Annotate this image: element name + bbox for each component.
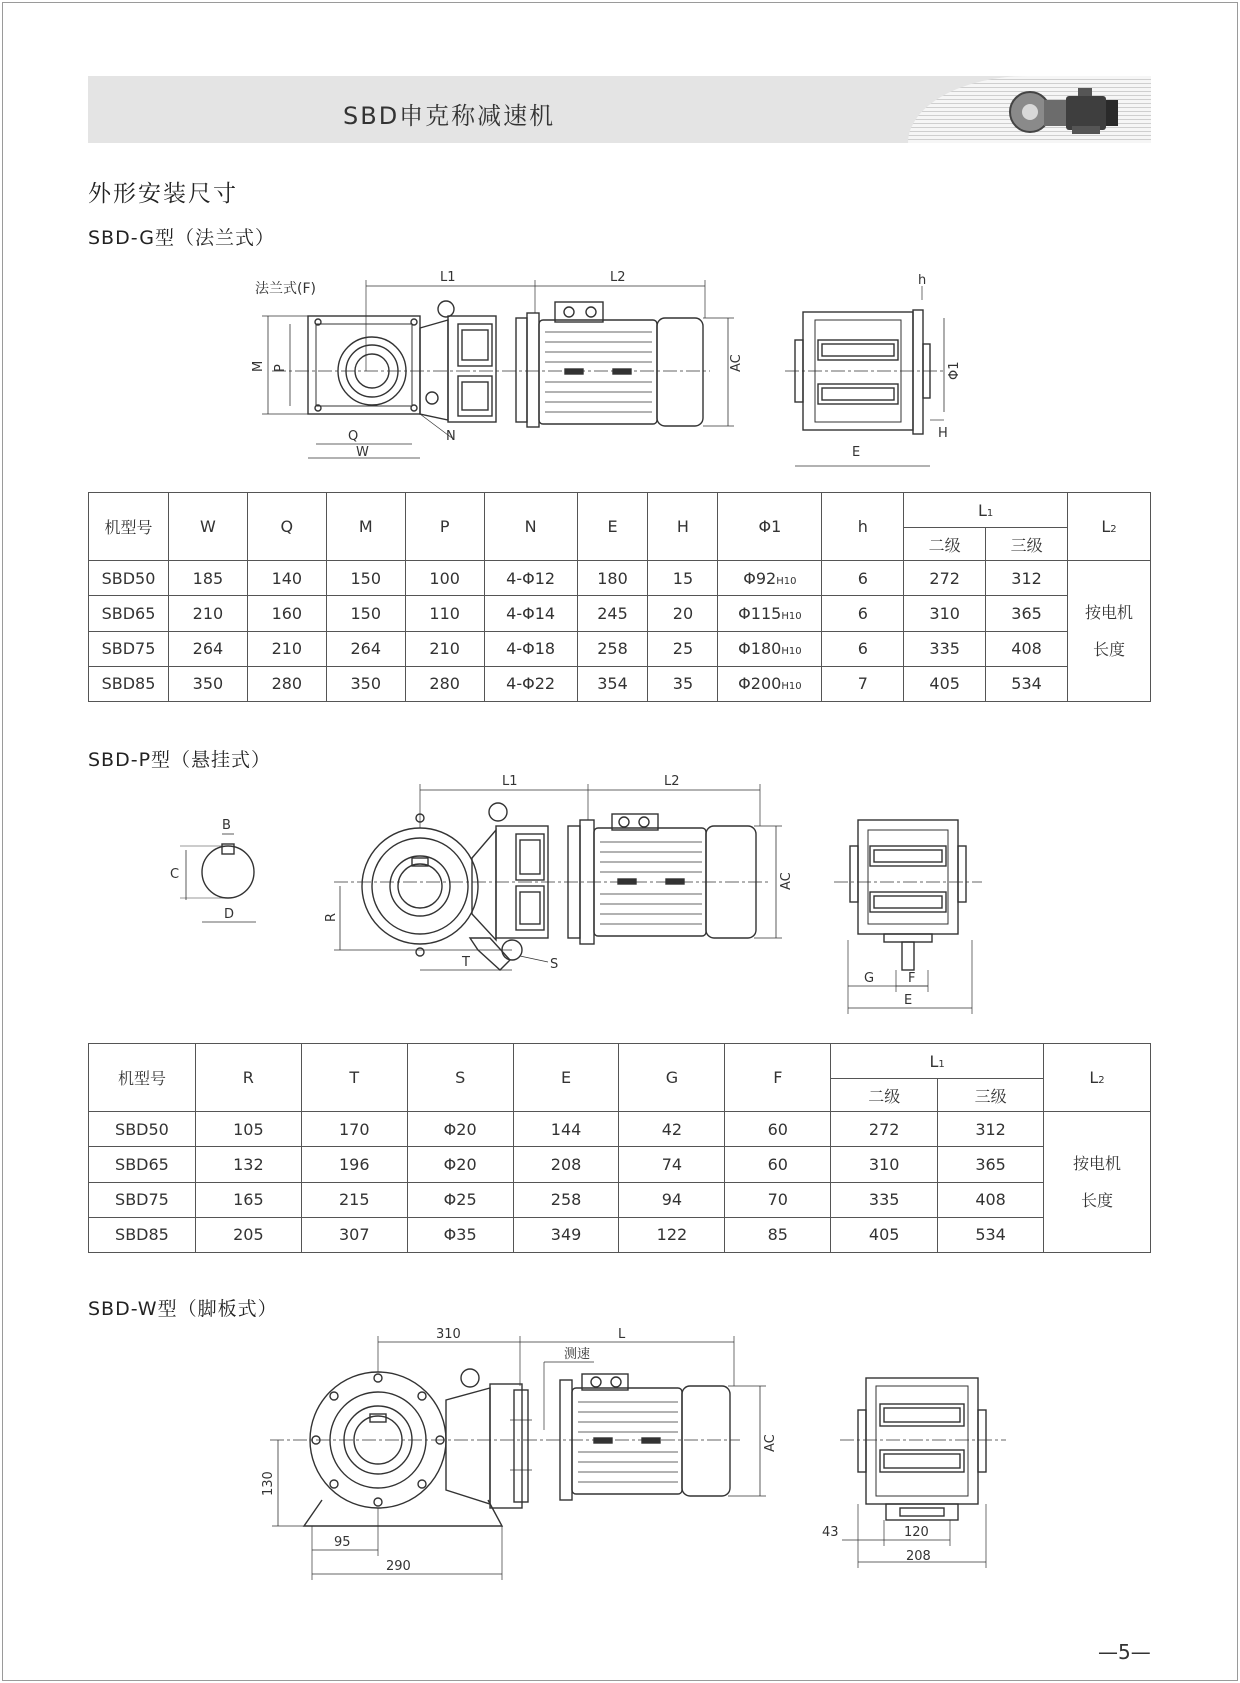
dim-p-c: C	[170, 867, 180, 882]
table-cell: 4-Φ22	[484, 666, 577, 701]
table-g-head-stage2: 二级	[904, 528, 986, 561]
table-g-head: H	[648, 493, 718, 561]
table-cell: 215	[301, 1182, 407, 1217]
section-w-title: SBD-W型（脚板式）	[88, 1298, 278, 1320]
dim-g-n: N	[446, 429, 456, 444]
dim-p-d: D	[224, 907, 235, 922]
table-cell: 70	[725, 1182, 831, 1217]
table-cell: 208	[513, 1147, 619, 1182]
table-cell: Φ180H10	[718, 631, 822, 666]
table-cell: 272	[831, 1112, 938, 1147]
table-cell: 180	[577, 561, 648, 596]
dim-flange-label: 法兰式(F)	[255, 281, 316, 297]
dim-w-speed: 测速	[564, 1347, 591, 1362]
table-cell: 6	[822, 596, 904, 631]
table-cell: 105	[195, 1112, 301, 1147]
table-cell: SBD50	[89, 561, 169, 596]
dim-w-130: 130	[261, 1471, 276, 1496]
table-cell: 210	[168, 596, 247, 631]
table-cell: 365	[986, 596, 1068, 631]
table-cell: SBD75	[89, 631, 169, 666]
dim-w-120: 120	[904, 1525, 929, 1540]
table-cell: 60	[725, 1112, 831, 1147]
dim-p-l1: L1	[502, 774, 518, 789]
table-g-head: N	[484, 493, 577, 561]
table-cell: 264	[326, 631, 405, 666]
table-cell: 245	[577, 596, 648, 631]
dim-g-l1: L1	[440, 270, 456, 285]
table-cell: Φ115H10	[718, 596, 822, 631]
table-cell: SBD65	[89, 596, 169, 631]
table-cell: 210	[405, 631, 484, 666]
table-g-head: Φ1	[718, 493, 822, 561]
table-g-head-model: 机型号	[89, 493, 169, 561]
table-g-head: W	[168, 493, 247, 561]
table-cell: 408	[986, 631, 1068, 666]
dim-w-290: 290	[386, 1559, 411, 1574]
table-cell: 74	[619, 1147, 725, 1182]
table-cell: 132	[195, 1147, 301, 1182]
dim-p-g: G	[864, 971, 875, 986]
table-cell: 312	[986, 561, 1068, 596]
header-title: SBD申克称减速机	[343, 102, 556, 130]
table-cell: Φ200H10	[718, 666, 822, 701]
table-cell: 408	[938, 1182, 1044, 1217]
table-cell: 170	[301, 1112, 407, 1147]
dim-p-s: S	[550, 957, 559, 972]
table-cell: 258	[513, 1182, 619, 1217]
dim-p-e: E	[904, 993, 913, 1008]
table-cell: 350	[326, 666, 405, 701]
table-cell: 196	[301, 1147, 407, 1182]
table-cell: SBD75	[89, 1182, 196, 1217]
table-cell: 335	[904, 631, 986, 666]
table-cell: Φ25	[407, 1182, 513, 1217]
table-p-head-stage3: 三级	[938, 1079, 1044, 1112]
dim-w-ac: AC	[763, 1434, 778, 1452]
dim-p-ac: AC	[779, 872, 794, 890]
dim-w-310: 310	[436, 1327, 461, 1342]
dim-g-q: Q	[348, 429, 359, 444]
dim-p-t: T	[462, 955, 470, 970]
table-p-head: R	[195, 1044, 301, 1112]
table-cell: 350	[168, 666, 247, 701]
table-cell: 25	[648, 631, 718, 666]
table-cell: Φ20	[407, 1147, 513, 1182]
table-cell: 365	[938, 1147, 1044, 1182]
dim-p-r: R	[324, 912, 339, 922]
dim-w-43: 43	[822, 1525, 839, 1540]
table-p-head: F	[725, 1044, 831, 1112]
table-p-head: S	[407, 1044, 513, 1112]
page-number: —5—	[1098, 1640, 1151, 1664]
dim-g-ac: AC	[729, 354, 744, 372]
table-cell: 354	[577, 666, 648, 701]
table-cell: 534	[938, 1217, 1044, 1252]
dim-p-f: F	[908, 971, 916, 986]
table-cell: 122	[619, 1217, 725, 1252]
table-cell: 335	[831, 1182, 938, 1217]
table-p-head-model: 机型号	[89, 1044, 196, 1112]
table-p-head-stage2: 二级	[831, 1079, 938, 1112]
table-cell: 94	[619, 1182, 725, 1217]
table-cell: 185	[168, 561, 247, 596]
table-cell: 165	[195, 1182, 301, 1217]
table-g-head: Q	[247, 493, 326, 561]
table-cell: 85	[725, 1217, 831, 1252]
dim-w-l: L	[618, 1327, 626, 1342]
table-cell: 7	[822, 666, 904, 701]
table-p-head: T	[301, 1044, 407, 1112]
table-cell: SBD85	[89, 666, 169, 701]
table-cell: 349	[513, 1217, 619, 1252]
table-cell: 100	[405, 561, 484, 596]
dim-g-h-small: h	[918, 273, 927, 288]
table-cell: 310	[904, 596, 986, 631]
dim-p-b: B	[222, 818, 231, 833]
table-cell: 60	[725, 1147, 831, 1182]
table-cell: 42	[619, 1112, 725, 1147]
table-cell: 6	[822, 561, 904, 596]
dim-g-phi1: Φ1	[947, 361, 962, 380]
table-cell: 160	[247, 596, 326, 631]
table-cell: 150	[326, 596, 405, 631]
table-cell: 15	[648, 561, 718, 596]
table-cell: Φ35	[407, 1217, 513, 1252]
table-cell: 272	[904, 561, 986, 596]
table-cell: 20	[648, 596, 718, 631]
table-cell: 280	[405, 666, 484, 701]
table-cell: 4-Φ14	[484, 596, 577, 631]
dim-g-h-big: H	[938, 426, 948, 441]
table-p-l2-note: 按电机 长度	[1044, 1112, 1151, 1253]
dim-g-w: W	[356, 445, 369, 460]
table-cell: 144	[513, 1112, 619, 1147]
table-cell: 110	[405, 596, 484, 631]
table-cell: 35	[648, 666, 718, 701]
table-cell: SBD85	[89, 1217, 196, 1252]
table-cell: Φ92H10	[718, 561, 822, 596]
dim-g-p: P	[273, 364, 288, 372]
table-g-head: E	[577, 493, 648, 561]
dim-p-l2: L2	[664, 774, 680, 789]
main-heading: 外形安装尺寸	[88, 181, 238, 207]
table-cell: 534	[986, 666, 1068, 701]
dim-w-95: 95	[334, 1535, 351, 1550]
table-cell: SBD65	[89, 1147, 196, 1182]
table-p-head: G	[619, 1044, 725, 1112]
table-cell: 205	[195, 1217, 301, 1252]
table-cell: 307	[301, 1217, 407, 1252]
table-cell: 405	[831, 1217, 938, 1252]
table-p-head-l2: L2	[1044, 1044, 1151, 1112]
table-p-head-l1: L1	[831, 1044, 1044, 1079]
dim-g-e: E	[852, 445, 861, 460]
table-cell: 4-Φ18	[484, 631, 577, 666]
table-cell: 210	[247, 631, 326, 666]
table-g-head: M	[326, 493, 405, 561]
table-cell: 150	[326, 561, 405, 596]
table-g-l2-note: 按电机 长度	[1068, 561, 1151, 702]
table-cell: 258	[577, 631, 648, 666]
table-cell: 280	[247, 666, 326, 701]
dim-g-m: M	[251, 360, 266, 372]
section-g-title: SBD-G型（法兰式）	[88, 227, 276, 249]
table-cell: 310	[831, 1147, 938, 1182]
table-cell: 4-Φ12	[484, 561, 577, 596]
table-cell: 6	[822, 631, 904, 666]
section-p-title: SBD-P型（悬挂式）	[88, 749, 272, 771]
table-cell: SBD50	[89, 1112, 196, 1147]
table-g-head: h	[822, 493, 904, 561]
table-cell: 264	[168, 631, 247, 666]
table-cell: 140	[247, 561, 326, 596]
table-cell: 312	[938, 1112, 1044, 1147]
table-g-head-l2: L2	[1068, 493, 1151, 561]
table-g-head-stage3: 三级	[986, 528, 1068, 561]
table-p-head: E	[513, 1044, 619, 1112]
table-cell: 405	[904, 666, 986, 701]
table-g-head-l1: L1	[904, 493, 1068, 528]
table-cell: Φ20	[407, 1112, 513, 1147]
dim-g-l2: L2	[610, 270, 626, 285]
dim-w-208: 208	[906, 1549, 931, 1564]
table-g-head: P	[405, 493, 484, 561]
